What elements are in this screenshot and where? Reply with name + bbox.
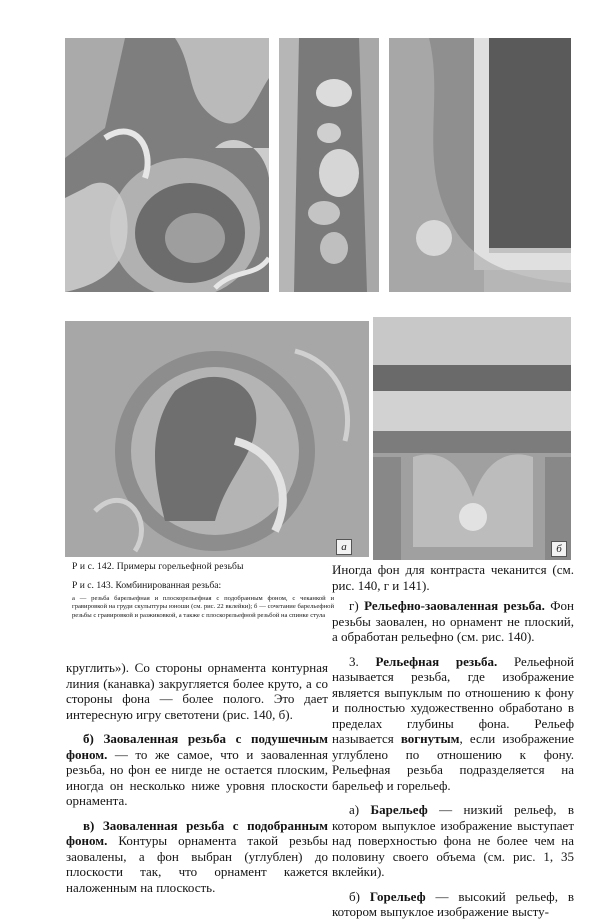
right-paragraph-5-heading: Горельеф — [369, 888, 426, 904]
left-paragraph-2 — [66, 731, 328, 809]
left-paragraph-3-body: Контуры орнамента такой резьбы заовалены, а фон выбран (углублен) до плоскости так, что орнамент кажется наложенным на плоскость. — [66, 833, 328, 895]
photo-figure-b — [373, 317, 571, 560]
figure-a-label: а — [336, 539, 352, 555]
left-paragraph-1: круглить»). Со стороны орнамента контурная линия (канавка) закругляется более круто, а со стороны фона — более полого. Это дает интересную игру светотени (рис. 140, б). — [66, 660, 328, 722]
right-paragraph-4-heading: Барельеф — [370, 802, 428, 817]
right-paragraph-5-lead: б) — [349, 888, 370, 904]
right-paragraph-2-heading: Рельефно-заоваленная резьба. — [364, 598, 545, 613]
right-paragraph-2 — [332, 598, 574, 645]
right-paragraph-2-body: Фон резьбы заовален, но орнамент не плоский, а обработан рельефно (см. рис. 140). — [332, 598, 574, 644]
photo-frame-corner — [389, 38, 571, 292]
right-paragraph-3-body-1: Рельефной называется резьба, где изображение является выпуклым по отношению к фону и полностью художественно обработано в пределах глубины фона. Рельеф называется — [332, 653, 575, 746]
left-paragraph-2-heading: б) Заоваленная резьба с подушечным фоном. — [66, 731, 328, 762]
photo-garland — [279, 38, 379, 292]
right-column — [332, 562, 574, 920]
left-paragraph-2-body: — то же самое, что и заоваленная резьба, но фон ее нигде не остается плоским, иногда он несколько ниже уровня плоскости орнамента. — [66, 746, 328, 808]
right-paragraph-5 — [332, 889, 574, 920]
right-paragraph-3 — [332, 654, 574, 794]
photo-figure-a — [65, 321, 369, 557]
right-paragraph-2-lead: г) — [349, 598, 365, 613]
figure-143-caption: Р и с. 143. Комбинированная резьба: — [72, 580, 222, 591]
right-paragraph-3-bold-term: вогнутым — [400, 731, 460, 746]
right-paragraph-4-body: — низкий рельеф, в котором выпуклое изображение выступает над поверхностью фона не более чем на половину своего объема (см. рис. 1, 35 вклейки). — [332, 802, 574, 879]
left-paragraph-3-heading: в) Заоваленная резьба с подобранным фоном. — [66, 817, 328, 848]
left-paragraph-3 — [66, 818, 328, 896]
figure-b-label: б — [551, 541, 567, 557]
right-paragraph-4 — [332, 802, 574, 880]
right-paragraph-3-lead: 3. — [349, 653, 376, 669]
left-column — [66, 660, 328, 895]
right-paragraph-3-heading: Рельефная резьба. — [375, 653, 498, 669]
right-paragraph-3-body-2: , если изображение углублено по отношению к фону. Рельефная резьба подразделяется на барельеф и горельеф. — [332, 731, 574, 793]
right-paragraph-5-body: — высокий рельеф, в котором выпуклое изображение высту- — [332, 888, 574, 919]
right-paragraph-1: Иногда фон для контраста чеканится (см. рис. 140, г и 141). — [332, 562, 574, 593]
figure-143-detail: а — резьба барельефная и плоскорельефная с подобранным фоном, с чеканкой и гравировкой на груди скульптуры юноши (см. рис. 22 вклейки); б — сочетание барельефной резьбы с гравировкой и разжиковкой, а также с плоскорельефной резьбой на спинке стула — [72, 595, 334, 619]
right-paragraph-4-lead: а) — [349, 802, 371, 817]
figure-142-caption: Р и с. 142. Примеры горельефной резьбы — [72, 561, 244, 572]
photo-rococo-cartouche — [65, 38, 269, 292]
